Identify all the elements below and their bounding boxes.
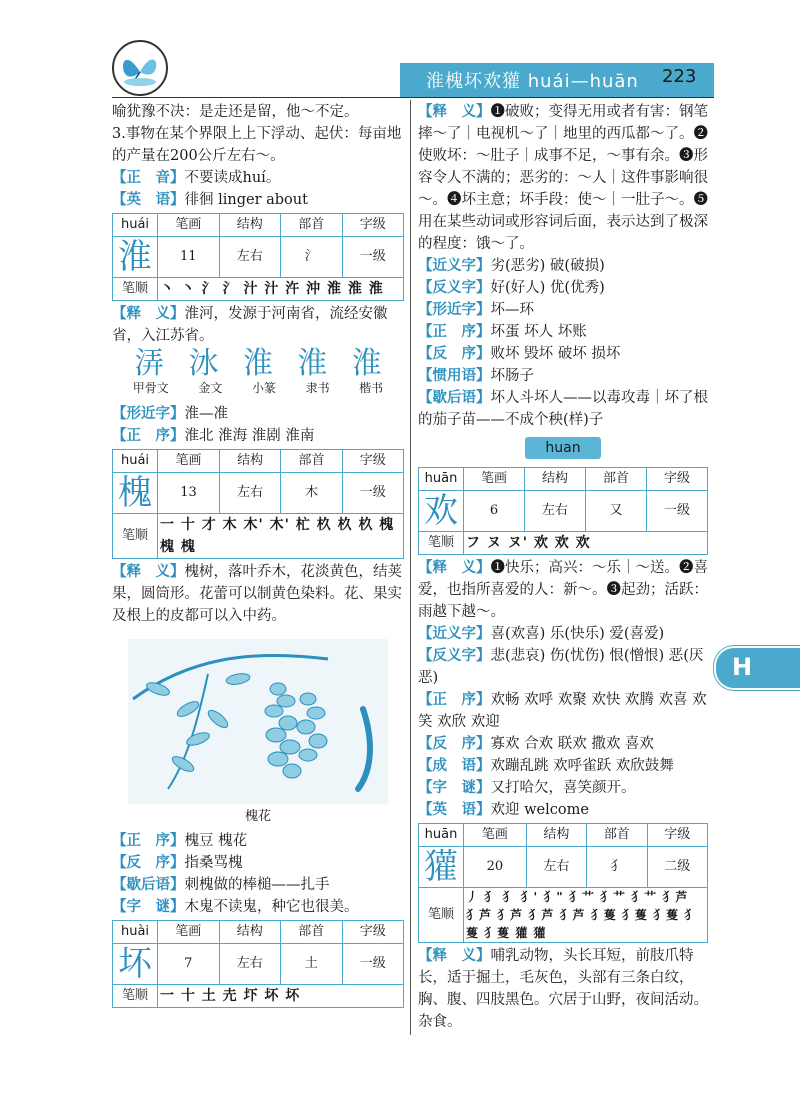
label: 【反 序】: [418, 346, 491, 362]
page-number: 223: [662, 66, 697, 87]
label: 【形近字】: [112, 406, 185, 422]
char-table-huai-2: [112, 449, 404, 559]
label: 【正 序】: [418, 324, 491, 340]
script-lishu: 淮: [297, 346, 328, 381]
definition-entry: [418, 557, 708, 623]
value: 坏人斗坏人——以毒攻毒｜坏了根的茄子苗——不成个秧(样)子: [418, 390, 708, 428]
label: 【释 义】: [418, 948, 491, 964]
header-structure: 结构: [219, 214, 281, 237]
value: ❶破败；变得无用或者有害：钢笔摔～了｜电视机～了｜地里的西瓜都～了。❷使败坏：～肚子｜成事不足，～事有余。❸形容令人不满的；恶劣的：～人｜这件事影响很～。❹坏主意；坏手段：使～｜一肚子～。❺用在某些动词或形容词后面，表示达到了极深的程度：饿～了。: [418, 104, 708, 252]
definition-entry: [418, 945, 708, 1033]
stroke-order-label: 笔顺: [419, 888, 464, 943]
header-level: 字级: [342, 450, 403, 473]
value: 欢畅 欢呼 欢聚 欢快 欢腾 欢喜 欢笑 欢欣 欢迎: [418, 692, 707, 730]
intro-line-1: 喻犹豫不决：是走还是留，他～不定。: [112, 104, 359, 120]
header-strokes: 笔画: [158, 214, 220, 237]
script-jinwen: 𣲙: [188, 346, 219, 381]
label: 【字 谜】: [112, 899, 185, 915]
value: 淮—准: [184, 406, 228, 422]
synonym-entry: [418, 255, 708, 277]
label: 【英 语】: [112, 192, 185, 208]
value: 淮河，发源于河南省，流经安徽省，入江苏省。: [112, 306, 388, 344]
header-strokes: 笔画: [158, 921, 220, 944]
english-entry: [418, 799, 708, 821]
header-level: 字级: [342, 214, 404, 237]
big-char: 欢: [419, 491, 464, 532]
section-tab-letter: H: [732, 653, 753, 681]
label: 【英 语】: [418, 802, 491, 818]
script-kaishu: 淮: [351, 346, 382, 381]
level: 一级: [342, 473, 403, 514]
forward-word-entry: [418, 321, 708, 343]
label: 【正 音】: [112, 170, 185, 186]
header-strokes: 笔画: [158, 450, 220, 473]
level: 一级: [342, 944, 404, 985]
label: 【成 语】: [418, 758, 491, 774]
butterfly-logo-icon: [112, 40, 168, 96]
column-divider: [410, 100, 411, 1035]
radical: 又: [585, 491, 646, 532]
stroke-order-label: 笔顺: [419, 532, 464, 555]
header-level: 字级: [647, 824, 707, 847]
value: 劣(恶劣) 破(破损): [490, 258, 605, 274]
intro-line-2: 3.事物在某个界限上上下浮动、起伏：每亩地的产量在200公斤左右～。: [112, 126, 402, 164]
value: 木鬼不读鬼，种它也很美。: [184, 899, 359, 915]
reverse-word-entry: [418, 733, 708, 755]
stroke-order: 一 十 土 圥 圷 坏 坏: [158, 985, 404, 1008]
structure: 左右: [219, 944, 281, 985]
label: 【释 义】: [418, 560, 491, 576]
definition-entry: [112, 561, 404, 627]
structure: 左右: [526, 847, 586, 888]
stroke-count: 11: [158, 237, 220, 278]
value: 不要读成huí。: [184, 170, 281, 186]
pinyin: huài: [113, 921, 158, 944]
script-label: 楷书: [359, 381, 384, 395]
label: 【正 序】: [112, 428, 185, 444]
stroke-order-label: 笔顺: [113, 278, 158, 301]
forward-word-entry: [112, 830, 404, 852]
stroke-count: 7: [158, 944, 220, 985]
value: 又打哈欠，喜笑颜开。: [490, 780, 636, 796]
script-label: 甲骨文: [132, 381, 169, 395]
radical: 木: [281, 473, 342, 514]
structure: 左右: [524, 491, 585, 532]
label: 【近义字】: [418, 258, 491, 274]
big-char: 淮: [113, 237, 158, 278]
radical: 犭: [587, 847, 647, 888]
riddle-entry: [112, 896, 404, 918]
value: 悲(悲哀) 伤(忧伤) 恨(憎恨) 恶(厌恶): [418, 648, 704, 686]
big-char: 獾: [419, 847, 464, 888]
value: 坏肠子: [490, 368, 534, 384]
level: 一级: [646, 491, 707, 532]
definition-entry: [418, 101, 708, 255]
reverse-word-entry: [112, 852, 404, 874]
value: 槐树，落叶乔木，花淡黄色，结荚果，圆筒形。花蕾可以制黄色染料。花、果实及根上的皮都可以入中药。: [112, 564, 402, 624]
value: 槐豆 槐花: [184, 833, 248, 849]
xiehouyu-entry: [112, 874, 404, 896]
big-char: 槐: [113, 473, 158, 514]
value: 指桑骂槐: [184, 855, 243, 871]
stroke-order-label: 笔顺: [113, 985, 158, 1008]
label: 【反 序】: [418, 736, 491, 752]
antonym-entry: [418, 645, 708, 689]
value: 哺乳动物，头长耳短，前肢爪特长，适于掘土，毛灰色，头部有三条白纹，胸、腹、四肢黑色。穴居于山野，夜间活动。杂食。: [418, 948, 708, 1030]
stroke-order: 一 十 才 木 木' 木' 杧 杦 杦 杦 槐 槐 槐: [158, 514, 404, 559]
value: 坏蛋 坏人 坏账: [490, 324, 587, 340]
header-structure: 结构: [526, 824, 586, 847]
label: 【字 谜】: [418, 780, 491, 796]
value: 欢蹦乱跳 欢呼雀跃 欢欣鼓舞: [490, 758, 674, 774]
header-structure: 结构: [219, 921, 281, 944]
value: 欢迎 welcome: [490, 802, 589, 818]
illustration-caption: 槐花: [244, 809, 271, 824]
label: 【正 序】: [418, 692, 491, 708]
riddle-entry: [418, 777, 708, 799]
value: 徘徊 linger about: [184, 192, 308, 208]
section-tab-h[interactable]: [714, 646, 800, 690]
value: 败坏 毁坏 破坏 损坏: [490, 346, 621, 362]
structure: 左右: [219, 473, 280, 514]
value: 喜(欢喜) 乐(快乐) 爱(喜爱): [490, 626, 665, 642]
label: 【近义字】: [418, 626, 491, 642]
forward-word-entry: [112, 425, 404, 447]
pinyin: huái: [113, 450, 158, 473]
char-table-huai-1: [112, 213, 404, 301]
header-level: 字级: [342, 921, 404, 944]
label: 【释 义】: [112, 564, 185, 580]
page-title: 淮槐坏欢獾 huái—huān: [426, 71, 639, 92]
right-column: [418, 101, 708, 1033]
header-radical: 部首: [281, 214, 343, 237]
synonym-entry: [418, 623, 708, 645]
page-header: [0, 0, 800, 100]
structure: 左右: [219, 237, 281, 278]
definition-entry: [112, 303, 404, 347]
label: 【形近字】: [418, 302, 491, 318]
stroke-order: フ ヌ ヌ' 欢 欢 欢: [464, 532, 708, 555]
label: 【歇后语】: [112, 877, 185, 893]
pinyin: huān: [419, 468, 464, 491]
antonym-entry: [418, 277, 708, 299]
char-table-huan-2: [418, 823, 708, 943]
zhengyin-entry: [112, 167, 404, 189]
forward-word-entry: [418, 689, 708, 733]
label: 【释 义】: [418, 104, 491, 120]
script-xiaozhuan: 淮: [242, 346, 273, 381]
header-strokes: 笔画: [464, 468, 525, 491]
value: 好(好人) 优(优秀): [490, 280, 605, 296]
value: ❶快乐；高兴：～乐｜～送。❷喜爱，也指所喜爱的人：新～。❸起劲；活跃：雨越下越～。: [418, 560, 708, 620]
header-radical: 部首: [281, 921, 343, 944]
header-radical: 部首: [281, 450, 342, 473]
label: 【反义字】: [418, 648, 491, 664]
label: 【惯用语】: [418, 368, 491, 384]
similar-char-entry: [112, 403, 404, 425]
header-strokes: 笔画: [464, 824, 527, 847]
pinyin: huān: [419, 824, 464, 847]
stroke-order-label: 笔顺: [113, 514, 158, 559]
script-forms: [122, 346, 394, 381]
stroke-count: 6: [464, 491, 525, 532]
script-jiaguwen: 㳥: [134, 346, 165, 381]
script-label: 金文: [198, 381, 223, 395]
header-rule: [112, 97, 714, 98]
script-label: 隶书: [305, 381, 330, 395]
label: 【反 序】: [112, 855, 185, 871]
english-entry: [112, 189, 404, 211]
header-radical: 部首: [587, 824, 647, 847]
radical: 氵: [281, 237, 343, 278]
value: 寡欢 合欢 联欢 撒欢 喜欢: [490, 736, 654, 752]
stroke-order: 丶 丶 氵 氵 汁 汁 汻 沖 淮 淮 淮: [158, 278, 404, 301]
similar-char-entry: [418, 299, 708, 321]
big-char: 坏: [113, 944, 158, 985]
header-radical: 部首: [585, 468, 646, 491]
level: 二级: [647, 847, 707, 888]
script-label: 小篆: [251, 381, 276, 395]
xiehouyu-entry: [418, 387, 708, 431]
label: 【反义字】: [418, 280, 491, 296]
header-structure: 结构: [219, 450, 280, 473]
value: 刺槐做的棒槌——扎手: [184, 877, 330, 893]
label: 【歇后语】: [418, 390, 491, 406]
stroke-count: 20: [464, 847, 527, 888]
radical: 土: [281, 944, 343, 985]
locust-flower-illustration: [128, 639, 388, 804]
char-table-huai-3: [112, 920, 404, 1008]
pinyin: huái: [113, 214, 158, 237]
stroke-order: 丿 犭 犭 犭' 犭" 犭艹 犭艹 犭艹 犭芦 犭芦 犭芦 犭芦 犭芦 犭蒦 犭蒦 犭蒦 犭蒦 犭蒦 獾 獾: [464, 888, 708, 943]
header-level: 字级: [646, 468, 707, 491]
idiom-usage-entry: [418, 365, 708, 387]
char-table-huan-1: [418, 467, 708, 555]
stroke-count: 13: [158, 473, 220, 514]
value: 坏—环: [490, 302, 534, 318]
pinyin-section-badge: huan: [525, 437, 601, 459]
label: 【释 义】: [112, 306, 185, 322]
left-column: [112, 101, 404, 1010]
header-structure: 结构: [524, 468, 585, 491]
value: 淮北 淮海 淮剧 淮南: [184, 428, 315, 444]
level: 一级: [342, 237, 404, 278]
reverse-word-entry: [418, 343, 708, 365]
chengyu-entry: [418, 755, 708, 777]
label: 【正 序】: [112, 833, 185, 849]
